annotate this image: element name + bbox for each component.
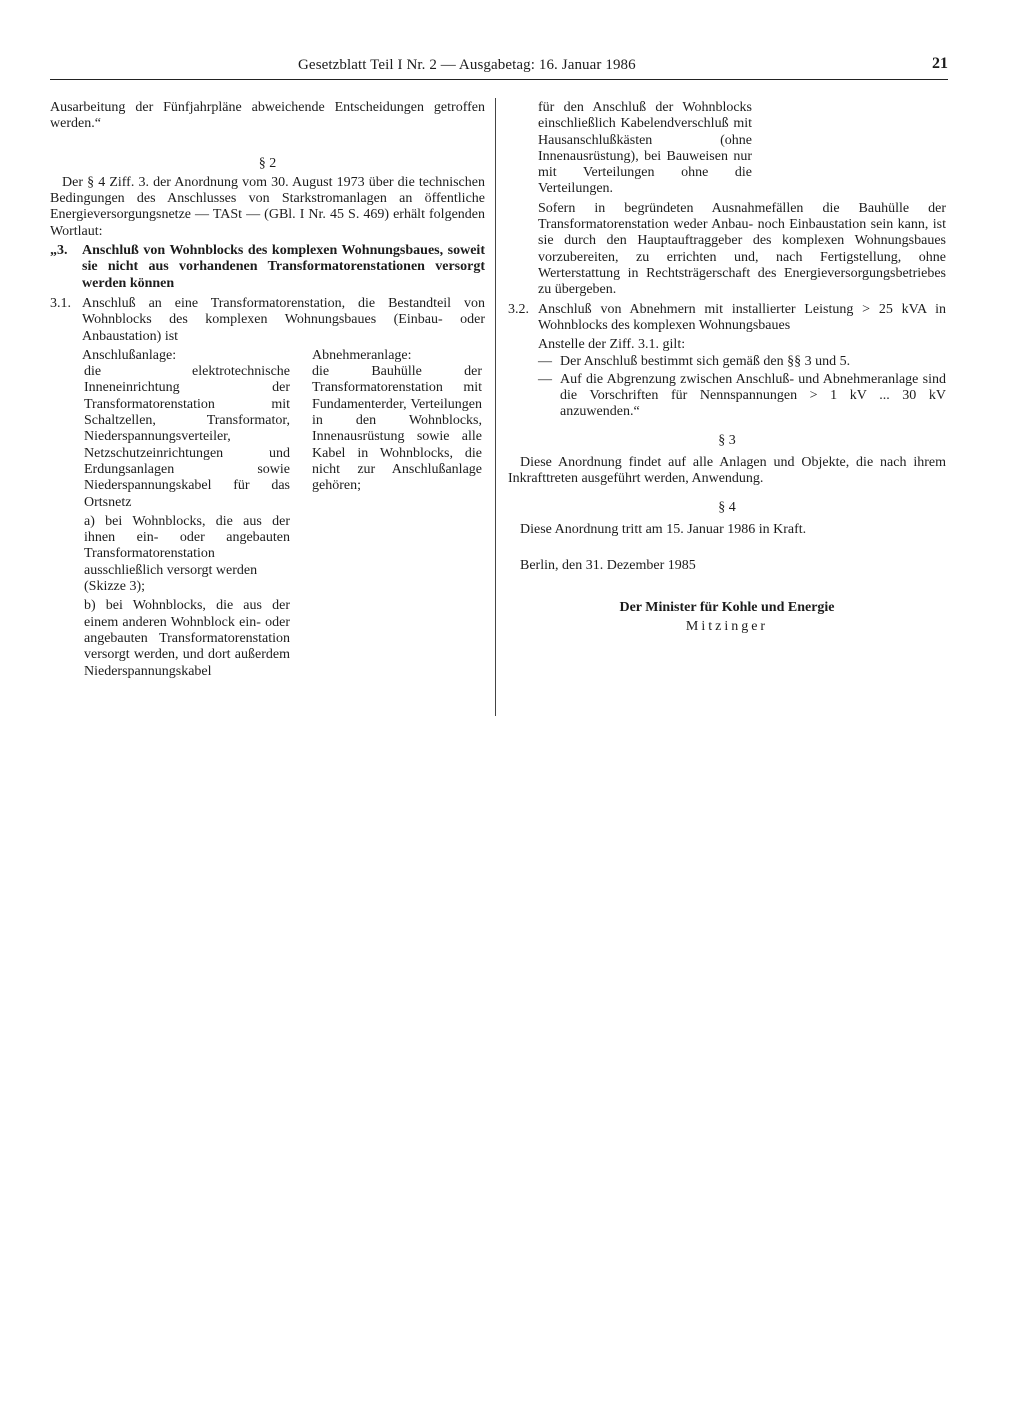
section-4-text: Diese Anordnung tritt am 15. Januar 1986 in Kraft. bbox=[520, 521, 807, 537]
continued-paragraph: Ausarbeitung der Fünfjahrpläne abweichende Entscheidungen getroffen werden.“ bbox=[50, 100, 485, 132]
page-header bbox=[50, 57, 948, 80]
anschlussanlage-column bbox=[82, 348, 290, 680]
section-3-heading: § 3 bbox=[718, 432, 736, 448]
anschlussanlage-case-a: a) bei Wohnblocks, die aus der ihnen ein- oder angebauten Transformatorenstation ausschließlich versorgt werden bbox=[84, 513, 290, 578]
anschlussanlage-text: die elektrotechnische Inneneinrichtung der Transformatorenstation mit Schaltzellen, Transformator, Niederspannungsverteiler, Netzschutzeinrichtungen und Erdungsanlagen sowie Niederspannungskabel für das Ortsnetz bbox=[84, 364, 290, 510]
signer-name: Mitzinger bbox=[685, 618, 769, 634]
dash-item-2-text: Auf die Abgrenzung zwischen Anschluß- und Abnehmeranlage sind die Vorschriften für Nennspannungen > 1 kV ... 30 kV anzuwenden.“ bbox=[560, 371, 946, 420]
section-2-heading: § 2 bbox=[258, 155, 277, 171]
installation-columns bbox=[82, 348, 485, 680]
dash-item-2 bbox=[538, 372, 946, 421]
item-3-1-number: 3.1. bbox=[50, 295, 71, 311]
dash-item-1-text: Der Anschluß bestimmt sich gemäß den §§ 3 und 5. bbox=[560, 354, 851, 370]
anschlussanlage-case-a-sketch: (Skizze 3); bbox=[84, 579, 146, 595]
anschlussanlage-title: Anschlußanlage: bbox=[82, 347, 177, 363]
dash-item-1-marker: — bbox=[538, 354, 552, 370]
continued-connection-text: für den Anschluß der Wohnblocks einschließlich Kabelendverschluß mit Hausanschlußkästen (ohne Innenausrüstung), bei Bauweisen nur mit Verteilungen ohne die Verteilungen. bbox=[538, 100, 752, 197]
anschlussanlage-case-b: b) bei Wohnblocks, die aus der einem anderen Wohnblock ein- oder angebauten Transformatorenstation versorgt werden, und dort außerdem Niederspannungskabel bbox=[84, 598, 290, 679]
item-3-text: Anschluß von Wohnblocks des komplexen Wohnungsbaues, soweit sie nicht aus vorhandenen Transformatorenstationen versorgt werden können bbox=[82, 243, 485, 291]
header-title: Gesetzblatt Teil I Nr. 2 — Ausgabetag: 16. Januar 1986 bbox=[298, 57, 636, 73]
item-3-1 bbox=[50, 296, 485, 345]
signer-title: Der Minister für Kohle und Energie bbox=[619, 600, 835, 616]
page-number: 21 bbox=[932, 55, 948, 72]
section-4-heading: § 4 bbox=[718, 499, 736, 515]
item-3-number: „3. bbox=[50, 243, 68, 259]
abnehmeranlage-column bbox=[312, 348, 482, 680]
right-column bbox=[508, 100, 946, 635]
item-3 bbox=[50, 243, 485, 292]
abnehmeranlage-title: Abnehmeranlage: bbox=[312, 347, 412, 363]
item-3-1-text: Anschluß an eine Transformatorenstation, die Bestandteil von Wohnblocks des komplexen Wohnungsbaues (Einbau- oder Anbaustation) ist bbox=[82, 295, 485, 344]
section-2-text: Der § 4 Ziff. 3. der Anordnung vom 30. August 1973 über die technischen Bedingungen des Anschlusses von Starkstromanlagen an öffentliche Energieversorgungsnetze — TASt — (GBl. I Nr. 45 S. 469) erhält folgenden Wortlaut: bbox=[50, 174, 485, 239]
column-divider bbox=[495, 98, 496, 716]
section-3-text: Diese Anordnung findet auf alle Anlagen und Objekte, die nach ihrem Inkrafttreten ausgeführt werden, Anwendung. bbox=[508, 454, 946, 487]
item-3-2-text: Anschluß von Abnehmern mit installierter Leistung > 25 kVA in Wohnblocks des komplexen Wohnungsbaues bbox=[538, 301, 946, 333]
item-3-2-number: 3.2. bbox=[508, 301, 529, 317]
left-column bbox=[50, 100, 485, 680]
place-and-date: Berlin, den 31. Dezember 1985 bbox=[520, 558, 696, 574]
dash-item-2-marker: — bbox=[538, 371, 552, 387]
instead-clause: Anstelle der Ziff. 3.1. gilt: bbox=[538, 337, 686, 353]
abnehmeranlage-text: die Bauhülle der Transformatorenstation mit Fundamenterder, Verteilungen in den Wohnblocks, Innenausrüstung sowie alle Kabel in Wohnblocks, die nicht zur Anschlußanlage gehören; bbox=[312, 364, 482, 494]
dash-item-1 bbox=[538, 354, 946, 370]
exception-paragraph: Sofern in begründeten Ausnahmefällen die Bauhülle der Transformatorenstation weder Anbau- noch Einbaustation sein kann, ist sie durch den Hauptauftraggeber des komplexen Wohnungsbaues vorzubereiten, zu errichten und, nach Fertigstellung, ohne Werterstattung in Rechtsträgerschaft des Energieversorgungsbetriebes zu übergeben. bbox=[538, 200, 946, 298]
item-3-2 bbox=[508, 302, 946, 335]
